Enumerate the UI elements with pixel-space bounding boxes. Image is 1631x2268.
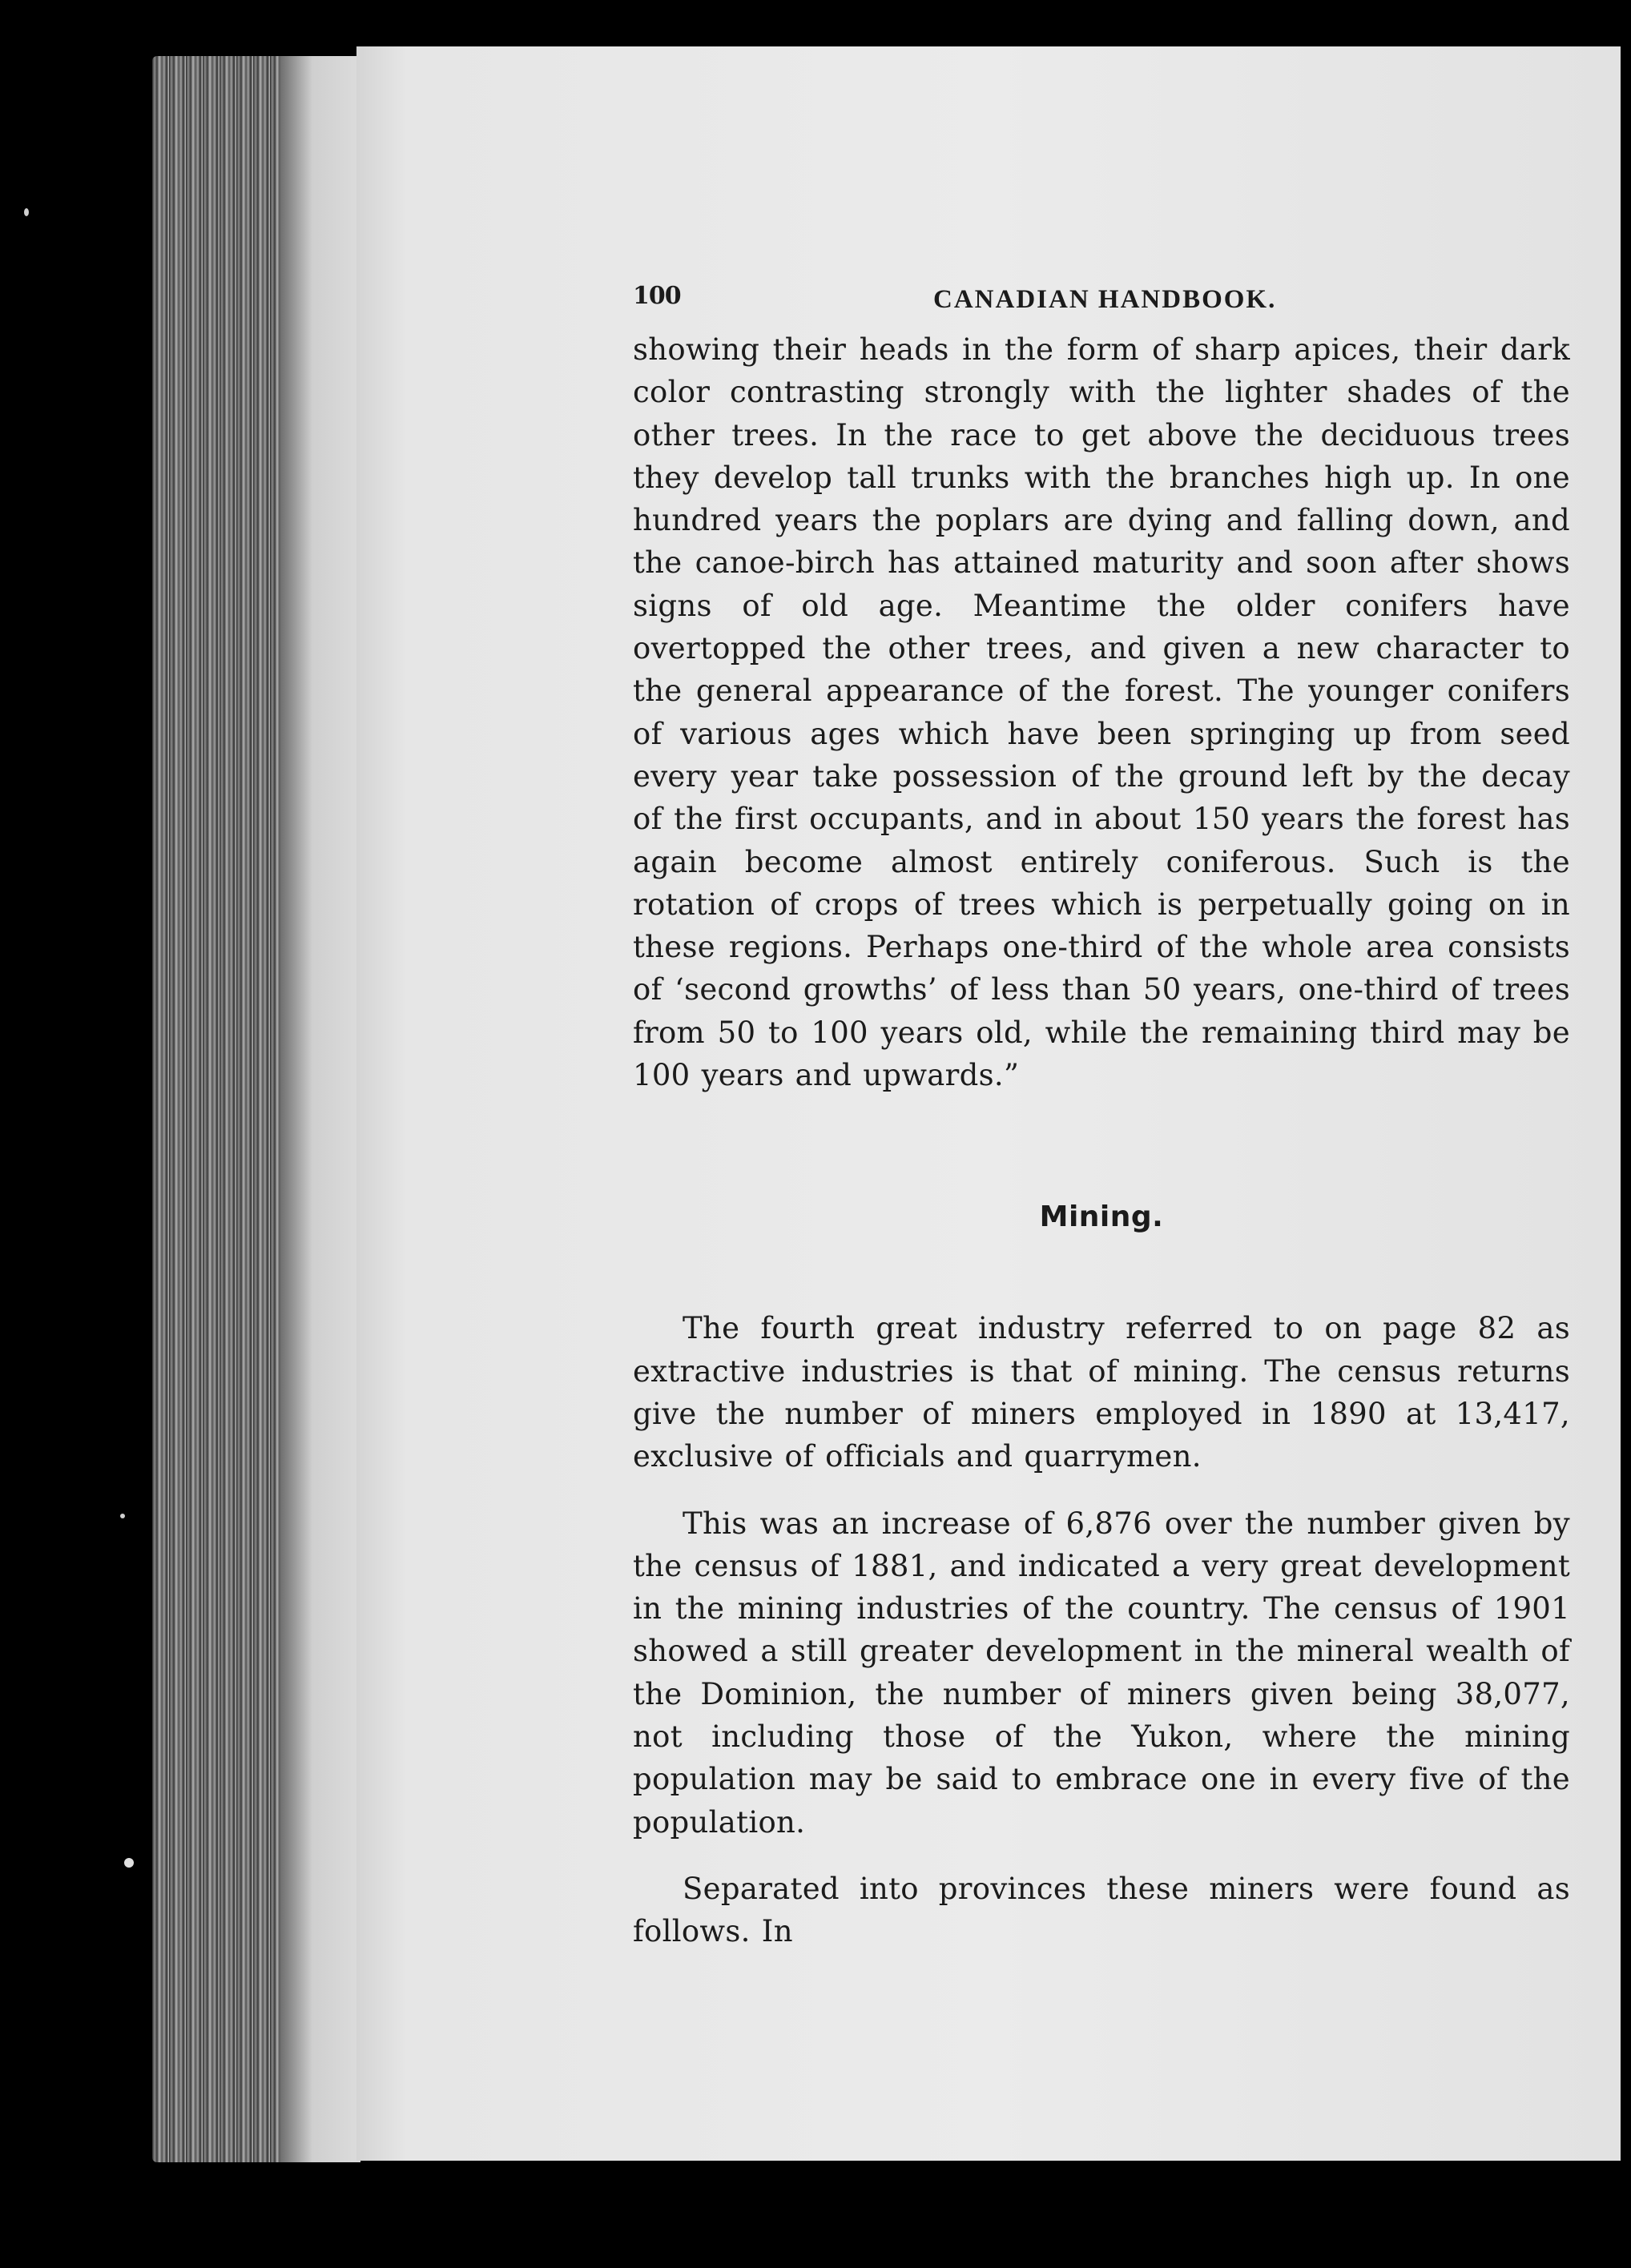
book-page <box>356 46 1621 2161</box>
book-page-edges <box>152 56 360 2162</box>
scan-speck <box>120 1514 125 1518</box>
scan-speck <box>24 208 29 216</box>
section-heading: Mining. <box>1039 1200 1164 1234</box>
running-title: CANADIAN HANDBOOK. <box>933 285 1277 314</box>
section-paragraph: The fourth great industry referred to on page 82 as extractive industries is that of mining. The census returns give the number of miners employed in 1890 at 13,417, exclusive of officials and quarrymen. <box>633 1311 1570 1474</box>
page-body <box>633 272 1570 1953</box>
continued-paragraph: showing their heads in the form of sharp apices, their dark color contrasting strongly with the lighter shades of the other trees. In the race to get above the deciduous trees they develop tall trunks with the branches high up. In one hundred years the poplars are dying and falling down, and the canoe-birch has attained maturity and soon after shows signs of old age. Meantime the older conifers have overtopped the other trees, and given a new character to the general appearance of the forest. The younger conifers of various ages which have been springing up from seed every year take possession of the ground left by the decay of the first occupants, and in about 150 years the forest has again become almost entirely coniferous. Such is the rotation of crops of trees which is perpetually going on in these regions. Perhaps one-third of the whole area consists of ‘second growths’ of less than 50 years, one-third of trees from 50 to 100 years old, while the remaining third may be 100 years and upwards.” <box>633 332 1570 1093</box>
page-number: 100 <box>633 282 681 310</box>
running-head <box>633 272 1570 328</box>
scan-speck <box>124 1858 134 1868</box>
section-paragraph: This was an increase of 6,876 over the number given by the census of 1881, and indicated a very great development in the mining industries of the country. The census of 1901 showed a still greater development in the mineral wealth of the Dominion, the number of miners given being 38,077, not including those of the Yukon, where the mining population may be said to embrace one in every five of the population. <box>633 1506 1570 1840</box>
section-paragraph: Separated into provinces these miners were found as follows. In <box>633 1871 1570 1949</box>
